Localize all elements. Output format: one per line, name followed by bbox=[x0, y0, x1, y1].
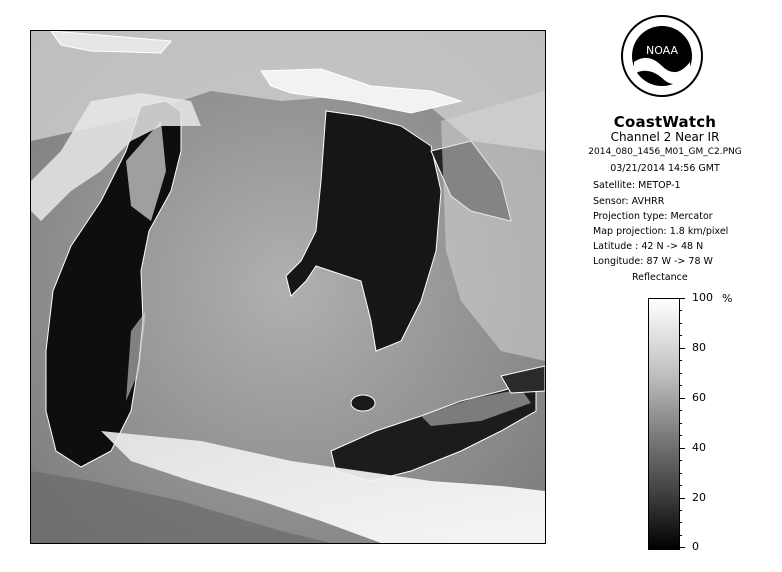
tick-label-60: 60 bbox=[692, 391, 706, 404]
minor-tick bbox=[679, 410, 682, 411]
minor-tick bbox=[679, 360, 682, 361]
date-time-label: 03/21/2014 14:56 GMT bbox=[610, 163, 720, 174]
latitude-label: Latitude : 42 N -> 48 N bbox=[593, 241, 704, 252]
noaa-logo bbox=[620, 14, 704, 98]
minor-tick bbox=[679, 310, 682, 311]
minor-tick bbox=[679, 485, 682, 486]
tick-mark-60 bbox=[679, 398, 685, 399]
minor-tick bbox=[679, 335, 682, 336]
tick-label-20: 20 bbox=[692, 491, 706, 504]
satellite-label: Satellite: METOP-1 bbox=[593, 180, 681, 191]
map-projection-label: Map projection: 1.8 km/pixel bbox=[593, 226, 729, 237]
file-name-label: 2014_080_1456_M01_GM_C2.PNG bbox=[588, 147, 742, 157]
minor-tick bbox=[679, 423, 682, 424]
lake-st-clair bbox=[351, 395, 375, 411]
tick-label-0: 0 bbox=[692, 540, 699, 553]
minor-tick bbox=[679, 373, 682, 374]
projection-type-label: Projection type: Mercator bbox=[593, 211, 713, 222]
legend-unit: % bbox=[722, 292, 733, 305]
tick-mark-40 bbox=[679, 448, 685, 449]
longitude-label: Longitude: 87 W -> 78 W bbox=[593, 256, 713, 267]
tick-mark-80 bbox=[679, 348, 685, 349]
minor-tick bbox=[679, 385, 682, 386]
tick-mark-100 bbox=[679, 298, 685, 299]
noaa-logo-svg bbox=[620, 14, 704, 98]
minor-tick bbox=[679, 473, 682, 474]
channel-subtitle: Channel 2 Near IR bbox=[610, 130, 720, 144]
sensor-label: Sensor: AVHRR bbox=[593, 196, 665, 207]
satellite-image-map bbox=[30, 30, 546, 544]
product-title: CoastWatch bbox=[613, 113, 717, 131]
minor-tick bbox=[679, 522, 682, 523]
minor-tick bbox=[679, 435, 682, 436]
map-svg bbox=[31, 31, 545, 543]
tick-label-100: 100 bbox=[692, 291, 713, 304]
reflectance-colorbar bbox=[648, 298, 680, 550]
minor-tick bbox=[679, 460, 682, 461]
tick-label-80: 80 bbox=[692, 341, 706, 354]
noaa-logo-text: NOAA bbox=[645, 44, 679, 57]
minor-tick bbox=[679, 510, 682, 511]
legend-title: Reflectance bbox=[632, 272, 688, 283]
tick-label-40: 40 bbox=[692, 441, 706, 454]
minor-tick bbox=[679, 535, 682, 536]
minor-tick bbox=[679, 323, 682, 324]
tick-mark-20 bbox=[679, 498, 685, 499]
tick-mark-0 bbox=[679, 547, 685, 548]
